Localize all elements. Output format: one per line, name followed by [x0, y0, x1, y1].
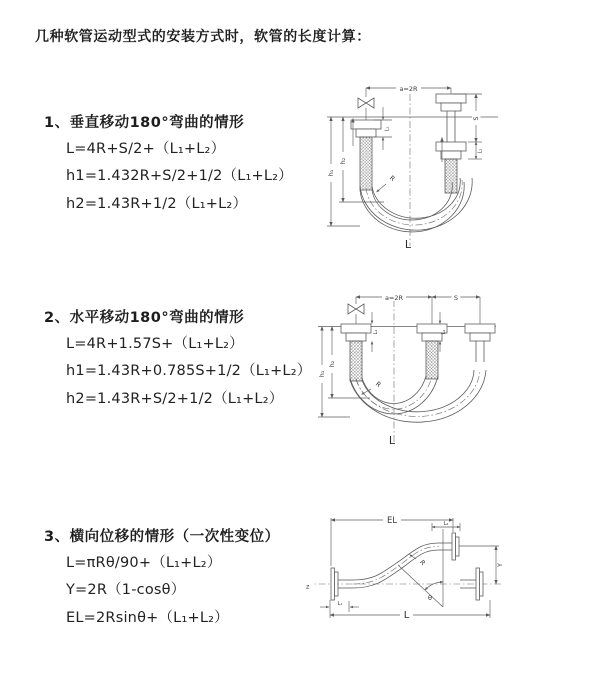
radius-leader	[362, 380, 383, 395]
dimension-l2	[468, 142, 484, 159]
angle-construction	[398, 529, 443, 607]
diagram-vertical-180-bend	[312, 74, 504, 260]
label-h1: h₁	[327, 169, 335, 177]
right-flange-fitting-moved	[465, 324, 495, 362]
label-l-total: L	[404, 238, 412, 251]
dimension-l1	[372, 312, 379, 352]
formula-h1: h1=1.432R+S/2+1/2（L₁+L₂）	[66, 168, 293, 185]
section-3-formulas	[44, 550, 280, 632]
braided-hose-section	[350, 341, 362, 381]
hose-s-curve	[353, 543, 439, 588]
formula-h2: h2=1.43R+S/2+1/2（L₁+L₂）	[66, 390, 284, 407]
label-l2: L₂	[441, 329, 447, 335]
label-theta: θ	[428, 594, 432, 602]
radius-leader	[377, 174, 397, 192]
label-l1: L₁	[384, 126, 391, 132]
dimension-h1	[327, 117, 360, 226]
label-el: EL	[386, 516, 398, 526]
section-2-formulas	[44, 331, 311, 413]
label-r: R	[387, 173, 397, 183]
label-l2: L₂	[443, 521, 449, 527]
section-2-heading: 2、水平移动180°弯曲的情形	[44, 310, 245, 326]
diagram-lateral-displacement	[303, 512, 508, 634]
label-h1: h₁	[318, 370, 326, 378]
formula-length: L=4R+S/2+（L₁+L₂）	[66, 141, 226, 157]
diagram-horizontal-180-bend	[310, 282, 500, 450]
label-a2r: a=2R	[399, 84, 418, 93]
left-flange-fitting	[351, 120, 381, 190]
label-s: S	[453, 293, 459, 302]
formula-el: EL=2Rsinθ+（L₁+L₂）	[66, 609, 229, 626]
braided-hose-section	[360, 137, 372, 190]
label-h2: h₂	[328, 360, 336, 368]
label-l1: L₁	[373, 329, 379, 335]
dimension-l2	[440, 312, 447, 352]
label-r: R	[373, 379, 383, 389]
page-title: 几种软管运动型式的安装方式时，软管的长度计算：	[35, 29, 371, 45]
dimension-l1	[320, 601, 359, 612]
section-lateral-displacement	[44, 525, 280, 632]
braided-hose-section	[426, 341, 438, 379]
label-y: Y	[496, 563, 504, 567]
label-l-total: L	[403, 610, 410, 621]
section-3-heading: 3、横向位移的情形（一次性变位）	[44, 529, 280, 545]
formula-h2: h2=1.43R+1/2（L₁+L₂）	[66, 195, 248, 212]
left-flange-fitting	[341, 324, 371, 381]
dimension-s-travel	[432, 293, 480, 324]
formula-h1: h1=1.43R+0.785S+1/2（L₁+L₂）	[66, 363, 312, 380]
formula-length: L=πRθ/90+（L₁+L₂）	[66, 555, 222, 571]
section-vertical-movement	[44, 111, 293, 218]
dimension-l2	[432, 521, 460, 531]
formula-y: Y=2R（1-cosθ）	[66, 582, 186, 599]
section-1-heading: 1、垂直移动180°弯曲的情形	[44, 115, 245, 131]
label-r: R	[418, 558, 428, 568]
label-s: S	[472, 116, 480, 121]
right-flange-fitting	[436, 94, 466, 193]
formula-length: L=4R+1.57S+（L₁+L₂）	[66, 336, 244, 352]
section-1-formulas	[44, 136, 293, 218]
label-z-mark: z	[306, 582, 310, 591]
label-h2: h₂	[339, 157, 347, 165]
section-horizontal-movement	[44, 306, 311, 413]
label-l1: L₁	[337, 601, 343, 607]
label-l-total: L	[388, 434, 396, 447]
label-l2: L₂	[477, 148, 484, 154]
hose-u-bend	[350, 370, 486, 422]
label-a2r: a=2R	[384, 293, 404, 302]
braided-hose-section	[445, 159, 457, 193]
valve-icon	[358, 98, 374, 108]
valve-icon	[348, 304, 364, 314]
right-flange-fitting-moved	[439, 533, 459, 560]
dimension-el	[331, 515, 453, 566]
dimension-l-total	[330, 600, 490, 621]
